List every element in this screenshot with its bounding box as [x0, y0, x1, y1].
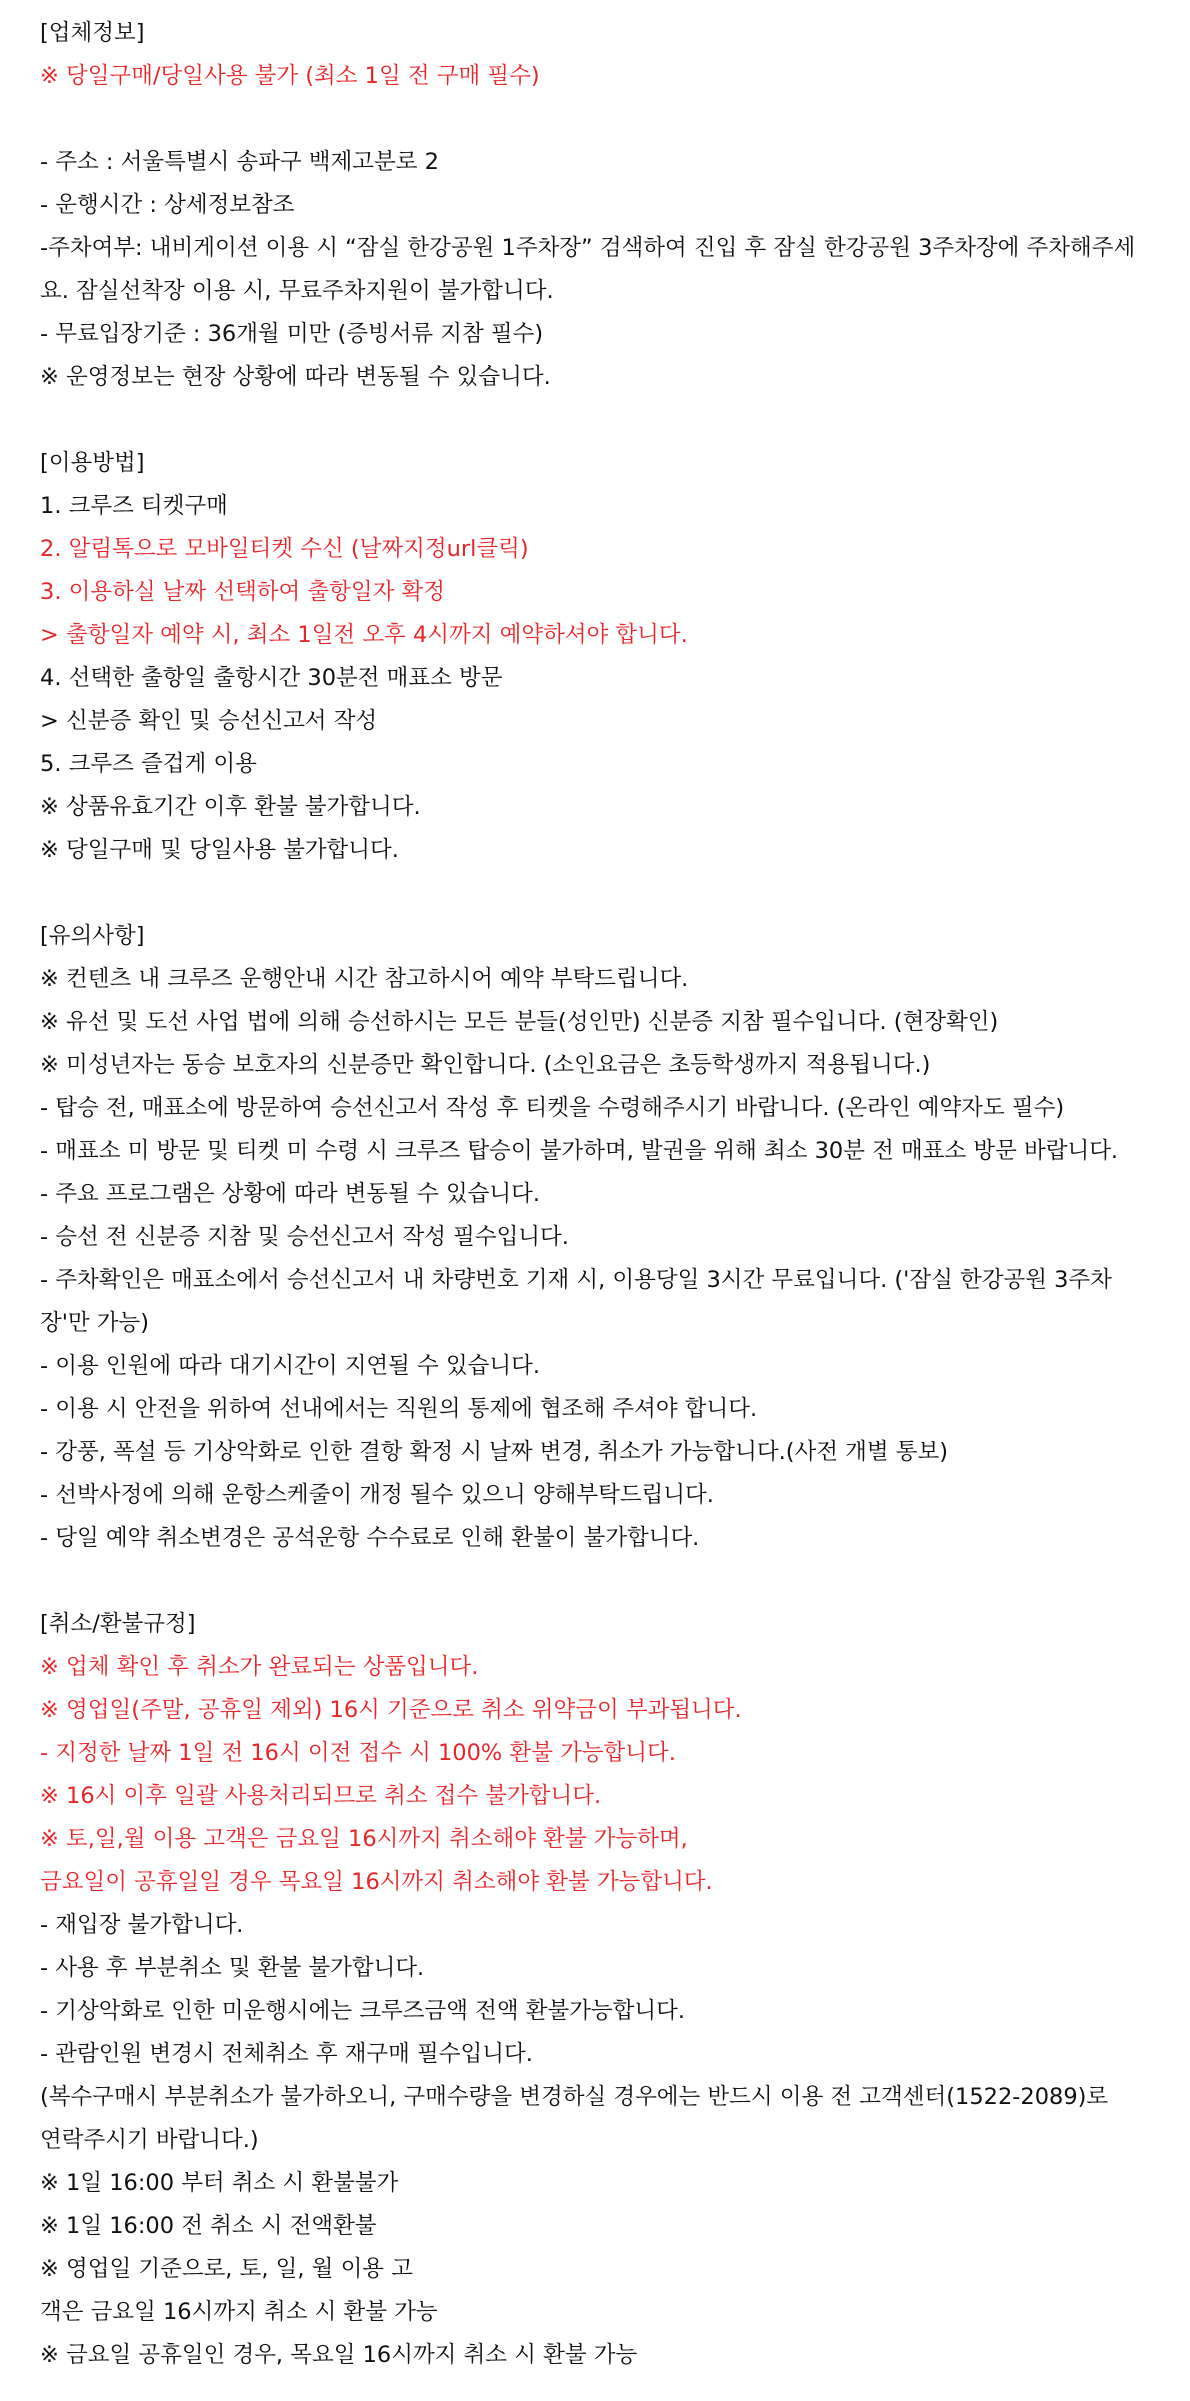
text-line: - 이용 인원에 따라 대기시간이 지연될 수 있습니다. [40, 1353, 541, 1379]
highlighted-text-line: 2. 알림톡으로 모바일티켓 수신 (날짜지정url클릭) [40, 536, 529, 562]
text-line: - 탑승 전, 매표소에 방문하여 승선신고서 작성 후 티켓을 수령해주시기 바랍니다. (온라인 예약자도 필수) [40, 1095, 1065, 1121]
text-line: ※ 상품유효기간 이후 환불 불가합니다. [40, 794, 421, 820]
text-line: ※ 미성년자는 동승 보호자의 신분증만 확인합니다. (소인요금은 초등학생까지 적용됩니다.) [40, 1052, 931, 1078]
text-line: 객은 금요일 16시까지 취소 시 환불 가능 [40, 2299, 438, 2325]
text-line: - 승선 전 신분증 지참 및 승선신고서 작성 필수입니다. [40, 1224, 569, 1250]
text-line: - 주차확인은 매표소에서 승선신고서 내 차량번호 기재 시, 이용당일 3시간 무료입니다. ('잠실 한강공원 3주차 [40, 1267, 1112, 1293]
text-line: ※ 1일 16:00 전 취소 시 전액환불 [40, 2213, 377, 2239]
text-line: [이용방법] [40, 450, 145, 476]
highlighted-text-line: ※ 토,일,월 이용 고객은 금요일 16시까지 취소해야 환불 가능하며, [40, 1826, 688, 1852]
text-line: ※ 영업일 기준으로, 토, 일, 월 이용 고 [40, 2256, 413, 2282]
highlighted-text-line: > 출항일자 예약 시, 최소 1일전 오후 4시까지 예약하셔야 합니다. [40, 622, 688, 648]
text-line: 5. 크루즈 즐겁게 이용 [40, 751, 257, 777]
text-line: - 당일 예약 취소변경은 공석운항 수수료로 인해 환불이 불가합니다. [40, 1525, 700, 1551]
highlighted-text-line: ※ 영업일(주말, 공휴일 제외) 16시 기준으로 취소 위약금이 부과됩니다. [40, 1697, 742, 1723]
text-line: [업체정보] [40, 20, 145, 46]
blank-line [40, 399, 1160, 442]
text-line: - 무료입장기준 : 36개월 미만 (증빙서류 지참 필수) [40, 321, 544, 347]
text-line: 장'만 가능) [40, 1310, 150, 1336]
highlighted-text-line: - 지정한 날짜 1일 전 16시 이전 접수 시 100% 환불 가능합니다. [40, 1740, 676, 1766]
text-line: - 주소 : 서울특별시 송파구 백제고분로 2 [40, 149, 439, 175]
text-line: ※ 운영정보는 현장 상황에 따라 변동될 수 있습니다. [40, 364, 551, 390]
text-line: ※ 당일구매 및 당일사용 불가합니다. [40, 837, 399, 863]
highlighted-text-line: ※ 16시 이후 일괄 사용처리되므로 취소 접수 불가합니다. [40, 1783, 602, 1809]
highlighted-text-line: ※ 당일구매/당일사용 불가 (최소 1일 전 구매 필수) [40, 63, 540, 89]
highlighted-text-line: ※ 업체 확인 후 취소가 완료되는 상품입니다. [40, 1654, 479, 1680]
text-line: - 이용 시 안전을 위하여 선내에서는 직원의 통제에 협조해 주셔야 합니다. [40, 1396, 758, 1422]
text-line: ※ 1일 16:00 부터 취소 시 환불불가 [40, 2170, 399, 2196]
text-line: - 사용 후 부분취소 및 환불 불가합니다. [40, 1955, 425, 1981]
text-line: - 재입장 불가합니다. [40, 1912, 244, 1938]
text-line: - 매표소 미 방문 및 티켓 미 수령 시 크루즈 탑승이 불가하며, 발권을 위해 최소 30분 전 매표소 방문 바랍니다. [40, 1138, 1119, 1164]
text-line: [취소/환불규정] [40, 1611, 196, 1637]
text-line: ※ 컨텐츠 내 크루즈 운행안내 시간 참고하시어 예약 부탁드립니다. [40, 966, 689, 992]
product-info-document [40, 12, 1160, 2377]
text-line: 1. 크루즈 티켓구매 [40, 493, 228, 519]
text-line: ※ 유선 및 도선 사업 법에 의해 승선하시는 모든 분들(성인만) 신분증 지참 필수입니다. (현장확인) [40, 1009, 999, 1035]
text-line: -주차여부: 내비게이션 이용 시 “잠실 한강공원 1주차장” 검색하여 진입 후 잠실 한강공원 3주차장에 주차해주세 [40, 235, 1136, 261]
text-line: - 운행시간 : 상세정보참조 [40, 192, 295, 218]
blank-line [40, 1560, 1160, 1603]
text-line: - 주요 프로그램은 상황에 따라 변동될 수 있습니다. [40, 1181, 541, 1207]
blank-line [40, 98, 1160, 141]
highlighted-text-line: 금요일이 공휴일일 경우 목요일 16시까지 취소해야 환불 가능합니다. [40, 1869, 713, 1895]
text-line: - 관람인원 변경시 전체취소 후 재구매 필수입니다. [40, 2041, 533, 2067]
text-line: ※ 금요일 공휴일인 경우, 목요일 16시까지 취소 시 환불 가능 [40, 2342, 638, 2368]
blank-line [40, 872, 1160, 915]
text-line: 요. 잠실선착장 이용 시, 무료주차지원이 불가합니다. [40, 278, 554, 304]
text-line: 4. 선택한 출항일 출항시간 30분전 매표소 방문 [40, 665, 503, 691]
text-line: > 신분증 확인 및 승선신고서 작성 [40, 708, 378, 734]
text-line: [유의사항] [40, 923, 145, 949]
text-line: - 기상악화로 인한 미운행시에는 크루즈금액 전액 환불가능합니다. [40, 1998, 686, 2024]
text-line: - 선박사정에 의해 운항스케줄이 개정 될수 있으니 양해부탁드립니다. [40, 1482, 714, 1508]
text-line: - 강풍, 폭설 등 기상악화로 인한 결항 확정 시 날짜 변경, 취소가 가능합니다.(사전 개별 통보) [40, 1439, 948, 1465]
text-line: 연락주시기 바랍니다.) [40, 2127, 259, 2153]
highlighted-text-line: 3. 이용하실 날짜 선택하여 출항일자 확정 [40, 579, 445, 605]
text-line: (복수구매시 부분취소가 불가하오니, 구매수량을 변경하실 경우에는 반드시 이용 전 고객센터(1522-2089)로 [40, 2084, 1109, 2110]
